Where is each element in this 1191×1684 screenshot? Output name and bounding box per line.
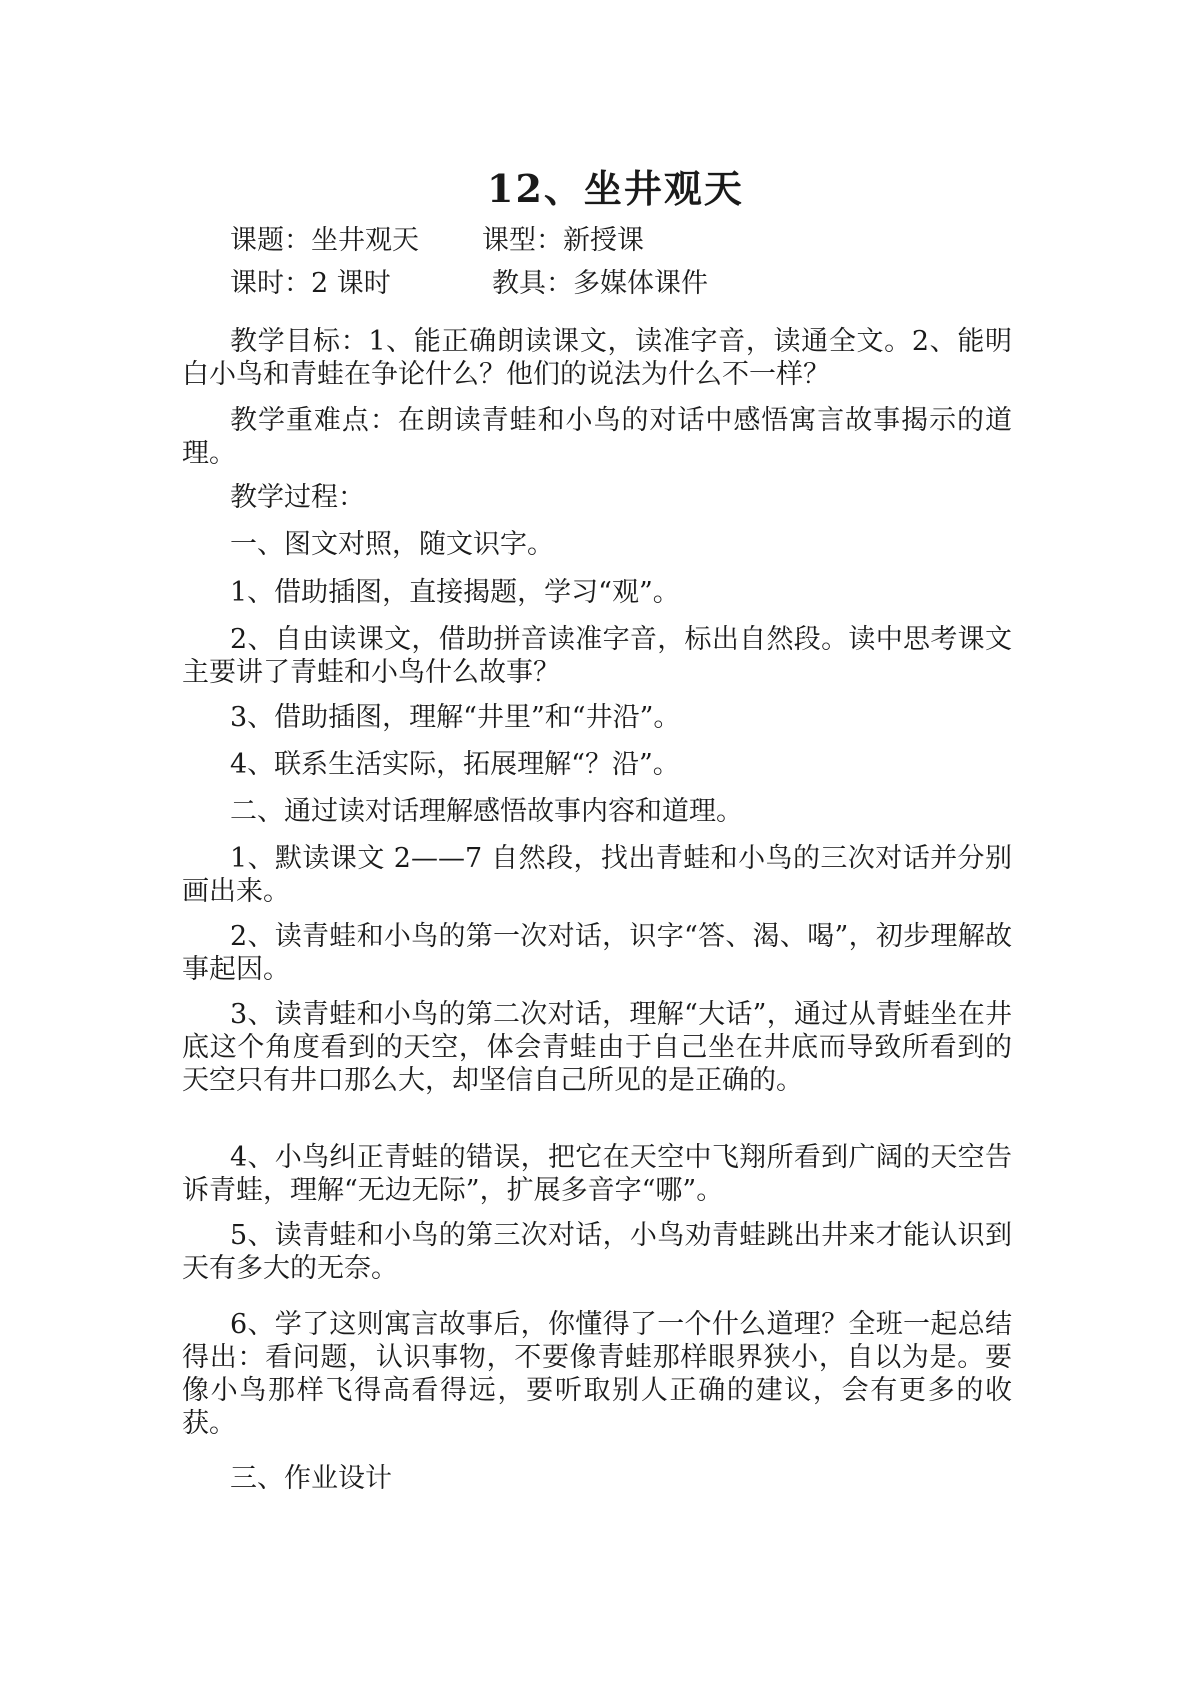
- paragraph-step-2-5: 5、读青蛙和小鸟的第三次对话，小鸟劝青蛙跳出井来才能认识到天有多大的无奈。: [182, 1220, 1012, 1284]
- paragraph-step-1-3: 3、借助插图，理解“井里”和“井沿”。: [230, 702, 681, 733]
- paragraph-key-points: 教学重难点：在朗读青蛙和小鸟的对话中感悟寓言故事揭示的道理。: [182, 405, 1012, 469]
- paragraph-step-1-4: 4、联系生活实际，拓展理解“？沿”。: [230, 749, 680, 780]
- page-title: 12、坐井观天: [487, 166, 744, 211]
- paragraph-step-2-3: 3、读青蛙和小鸟的第二次对话，理解“大话”，通过从青蛙坐在井底这个角度看到的天空，体会青蛙由于自己坐在井底而导致所看到的天空只有井口那么大，却坚信自己所见的是正确的。: [182, 999, 1012, 1096]
- meta-row-hours: [230, 261, 708, 300]
- tools-label: 教具：多媒体课件: [492, 268, 708, 299]
- paragraph-section-one: 一、图文对照，随文识字。: [230, 529, 554, 560]
- paragraph-objectives: 教学目标：1、能正确朗读课文，读准字音，读通全文。2、能明白小鸟和青蛙在争论什么？他们的说法为什么不一样？: [182, 326, 1012, 390]
- paragraph-step-2-6: 6、学了这则寓言故事后，你懂得了一个什么道理？全班一起总结得出：看问题，认识事物，不要像青蛙那样眼界狭小，自以为是。要像小鸟那样飞得高看得远，要听取别人正确的建议，会有更多的收获。: [182, 1309, 1012, 1439]
- paragraph-step-2-2: 2、读青蛙和小鸟的第一次对话，识字“答、渴、喝”，初步理解故事起因。: [182, 921, 1012, 985]
- paragraph-section-two: 二、通过读对话理解感悟故事内容和道理。: [230, 796, 743, 827]
- paragraph-step-1-1: 1、借助插图，直接揭题，学习“观”。: [230, 577, 680, 608]
- paragraph-process-heading: 教学过程：: [230, 482, 365, 513]
- paragraph-step-2-4: 4、小鸟纠正青蛙的错误，把它在天空中飞翔所看到广阔的天空告诉青蛙，理解“无边无际”，扩展多音字“哪”。: [182, 1142, 1012, 1206]
- type-label: 课型：新授课: [482, 225, 644, 256]
- paragraph-step-1-2: 2、自由读课文，借助拼音读准字音，标出自然段。读中思考课文主要讲了青蛙和小鸟什么故事？: [182, 624, 1012, 688]
- hours-label: 课时：2 课时: [230, 268, 391, 299]
- paragraph-section-three: 三、作业设计: [230, 1463, 392, 1494]
- topic-label: 课题：坐井观天: [230, 225, 419, 256]
- meta-row-topic: [230, 218, 644, 257]
- paragraph-step-2-1: 1、默读课文 2——7 自然段，找出青蛙和小鸟的三次对话并分别画出来。: [182, 843, 1012, 907]
